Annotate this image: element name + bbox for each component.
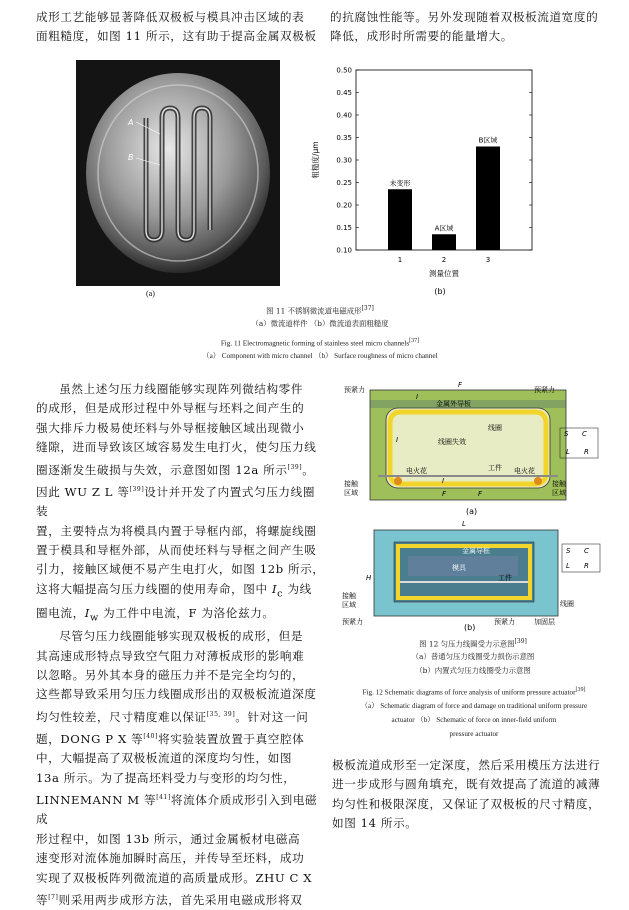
text-line: 这将大幅提高匀压力线圈的使用寿命，图中 $I_c$ 为线 [36,581,312,600]
label-inductance-b: L [566,562,570,570]
label-ic: I [416,393,419,401]
label-capacitor-b: C [584,547,589,555]
label-workpiece-b: 工件 [498,574,512,582]
label-spark-left: 电火花 [406,467,427,475]
fig12-caption-cn: 图 12 匀压力线圈受力示意图 [419,639,515,649]
label-H: H [366,574,372,582]
text-line: 极板流道成形至一定深度，然后采用模压方法进行 [332,758,601,772]
text-line: 速变形对流体施加瞬时高压，并传导至坯料，成功 [36,851,305,866]
plot-frame [356,70,532,250]
label-metal-outer-plate: 金属外导板 [436,400,471,408]
label-capacitor: C [582,430,587,438]
figure-11b-chart [300,62,550,300]
label-spark-right: 电火花 [514,467,535,475]
label-preload-b-right: 预紧力 [494,618,515,626]
y-tick-label: 0.10 [336,246,352,255]
text-line: 实现了双极板阵列微流道的高质量成形。ZHU C X [36,870,313,885]
photo-label-a: A [128,118,134,127]
bar-label: A区域 [434,224,454,233]
text-line: 面粗糙度，如图 11 所示，这有助于提高金属双极板 [36,29,317,44]
label-reinforcement: 加固层 [534,618,555,626]
text-line: 降低，成形时所需要的能量增大。 [330,29,513,44]
text-line: 引力，接触区域便不易产生电打火，如图 12b 所示， [36,562,325,577]
text-line: 如图 14 所示。 [332,816,418,831]
label-area-right: 区域 [552,489,566,497]
label-switch: S [564,430,569,438]
x-tick-label: 1 [397,256,403,264]
label-fw-right: F [478,490,483,498]
text-line: 成形工艺能够显著降低双极板与模具冲击区域的表 [36,10,305,24]
text-line: 置于模具和导框外部，从而使坯料与导框之间产生吸 [36,542,317,557]
fig12-sub-b: (b) [464,623,476,632]
x-tick-label: 3 [485,256,491,264]
text-line: 中，大幅提高了双极板流道的深度均匀性，如图 [36,751,293,766]
label-resistance-b: R [584,562,589,570]
text-line: 因此 WU Z L 等[39]设计并开发了内置式匀压力线圈装 [36,484,316,519]
label-fw: F [442,490,447,498]
text-line: 形过程中，如图 13b 所示，通过金属板材电磁高 [36,831,301,846]
text-line: 均匀性和极限深度，又保证了双极板的尺寸精度， [332,796,601,811]
text-line: 尽管匀压力线圈能够实现双极板的成形，但是 [59,629,304,644]
bar-label: B区域 [478,136,498,145]
label-f-jin: F [458,381,463,389]
text-line: 虽然上述匀压力线圈能够实现阵列微结构零件 [59,382,304,396]
text-line: 进一步成形与圆角填充，既有效提高了流道的减薄 [332,777,601,792]
right-bottom-text [332,756,622,834]
fig12-caption-en: Fig. 12 Schematic diagrams of force analysis of uniform pressure actuator [362,688,576,697]
fig11-subcaption-cn: （a）微流道样件 （b）微流道表面粗糙度 [251,319,389,328]
text-line: LINNEMANN M 等[41]将流体介质成形引入到电磁成 [36,793,318,827]
fig11-caption-en: Fig. 11 Electromagnetic forming of stainless steel micro channels [220,339,410,348]
y-tick-label: 0.15 [336,224,352,232]
text-line: 这些都导致采用匀压力线圈成形出的双极板流道深度 [36,687,317,702]
y-tick-label: 0.30 [336,156,352,165]
label-yujinli-left: 预紧力 [344,386,365,394]
fig11-sub-a: (a) [146,289,155,298]
y-tick-label: 0.45 [336,89,352,97]
text-line: 置，主要特点为将模具内置于导框内部，将螺旋线圈 [36,523,317,538]
fig11-caption-en-ref: [37] [409,338,420,344]
figure-12a-diagram [338,378,608,518]
label-coil-failure: 线圈失效 [438,438,466,446]
fig12-caption-en-ref: [39] [575,687,586,693]
fig11-subcaption-en: （a） Component with micro channel （b） Surface roughness of micro channel [202,352,438,360]
y-tick-label: 0.35 [336,134,352,142]
bar-3 [476,147,500,251]
text-line: 强大排斥力极易使坯料与外导框接触区域出现微小 [36,420,305,435]
text-line: 以忽略。另外其本身的磁压力并不是完全均匀的， [36,668,305,683]
label-preload-b-left: 预紧力 [342,618,363,626]
y-tick-label: 0.25 [336,179,352,187]
y-tick-label: 0.20 [336,201,352,210]
bar-1 [388,189,412,250]
label-switch-b: S [566,547,571,555]
label-iw: I [442,477,445,485]
text-line: 题，DONG P X 等[40]将实验装置放置于真空腔体 [36,731,305,746]
text-line: 缝隙，进而导致该区域容易发生电打火，使匀压力线 [36,440,317,455]
figure-11a-photo [76,60,280,286]
text-line: 圈逐渐发生破损与失效，示意图如图 12a 所示[39]。 [36,462,315,477]
text-line: 的成形，但是成形过程中外导框与坯料之间产生的 [36,401,305,416]
fig12-sub-b-cn: （b）内置式匀压力线圈受力示意图 [415,666,531,675]
label-contact: 接触 [344,480,358,488]
text-line: 其高速成形特点导致空气阻力对薄板成形的影响难 [36,648,305,663]
fig12-sub-a-cn: （a）普通匀压力线圈受力损伤示意图 [411,652,535,661]
fig12-sub-a-en3: pressure actuator [449,730,499,738]
label-ic-side: I [396,436,399,444]
label-workpiece: 工件 [488,464,502,472]
label-resistance: R [584,448,589,456]
label-contact-right: 接触 [552,480,566,488]
figure-12b-diagram [338,520,608,632]
y-tick-label: 0.50 [336,66,352,75]
fig11-sub-b: (b) [434,287,446,296]
label-metal-frame: 金属导框 [462,547,490,555]
label-inductance: L [566,448,570,456]
label-die: 模具 [452,564,466,572]
text-line: 的抗腐蚀性能等。另外发现随着双极板流道宽度的 [330,10,599,24]
y-axis-label: 粗糙度/μm [311,141,320,179]
text-line: 等[7]则采用两步成形方法，首先采用电磁成形将双 [36,892,303,907]
text-line: 均匀性较差，尺寸精度难以保证[35, 39]。针对这一问 [36,709,309,724]
label-L: L [462,520,466,528]
label-area-b: 区域 [342,601,356,609]
photo-label-b: B [128,153,134,162]
label-coil-b: 线圈 [560,600,574,608]
fig12-sub-a-en2: actuator （b） Schematic of force on inner-field uniform [391,716,557,724]
y-tick-label: 0.40 [336,111,352,120]
left-column [36,380,326,910]
text-line: 圈电流，$I_w$ 为工件中电流，F 为洛伦兹力。 [36,605,275,623]
label-area: 区域 [344,489,358,497]
x-axis-label: 测量位置 [429,269,459,278]
label-yujinli-right: 预紧力 [534,386,555,394]
bar-label: 未变形 [389,179,411,188]
text-line: 13a 所示。为了提高坯料受力与变形的均匀性， [36,770,296,785]
fig11-caption-cn: 图 11 不锈钢微流道电磁成形 [266,306,362,316]
fig12-caption-ref: [39] [514,638,527,645]
fig11-caption-ref: [37] [361,305,374,312]
label-contact-b: 接触 [342,592,356,600]
label-coil: 线圈 [488,424,502,432]
x-tick-label: 2 [441,256,447,264]
fig12-sub-a: (a) [466,507,478,516]
fig12-sub-a-en: （a） Schematic diagram of force and damage on traditional uniform pressure [360,702,588,710]
